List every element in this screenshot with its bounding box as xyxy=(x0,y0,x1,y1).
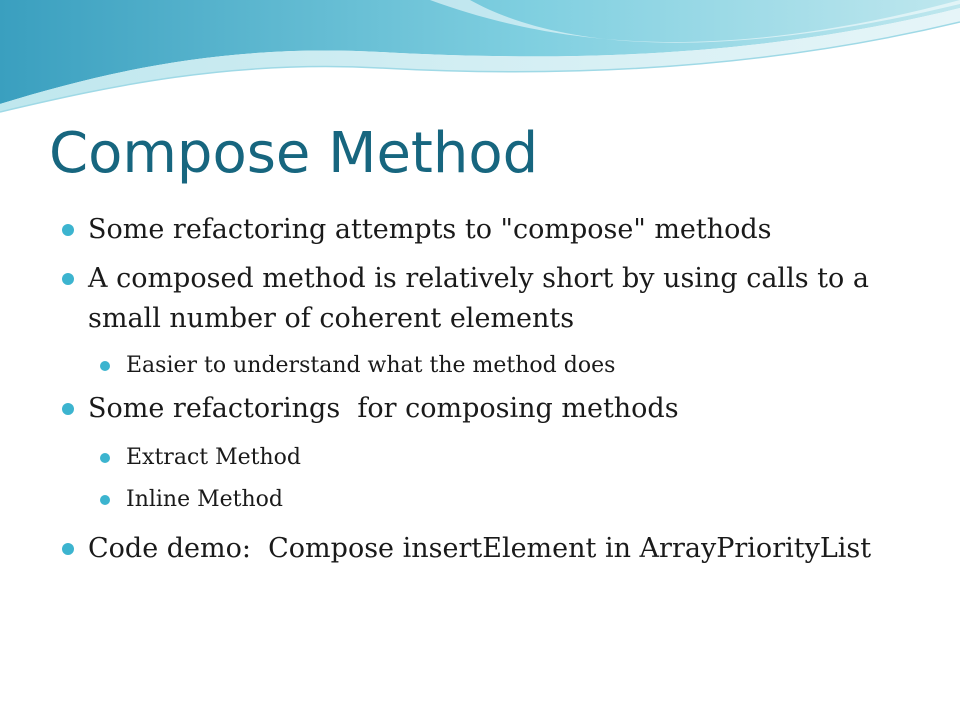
bullet-text: Some refactorings for composing methods xyxy=(88,393,679,424)
header-wave-decoration xyxy=(0,0,960,120)
sub-bullet-text: Extract Method xyxy=(126,445,301,470)
bullet-dot-icon xyxy=(100,453,110,463)
bullet-item xyxy=(62,529,912,569)
sub-bullet-item xyxy=(100,485,912,515)
bullet-text: A composed method is relatively short by using calls to a small number of coherent elements xyxy=(88,263,869,334)
sub-bullet-text: Easier to understand what the method does xyxy=(126,353,616,378)
slide-title: Compose Method xyxy=(49,121,539,186)
sub-bullet-item xyxy=(100,443,912,473)
bullet-dot-icon xyxy=(62,273,74,285)
sub-bullet-text: Inline Method xyxy=(126,487,283,512)
bullet-item xyxy=(62,259,912,339)
bullet-item xyxy=(62,210,912,250)
bullet-dot-icon xyxy=(100,495,110,505)
bullet-list xyxy=(62,210,912,572)
bullet-text: Some refactoring attempts to "compose" methods xyxy=(88,214,772,245)
bullet-dot-icon xyxy=(62,543,74,555)
bullet-dot-icon xyxy=(100,361,110,371)
sub-bullet-item xyxy=(100,351,912,381)
bullet-dot-icon xyxy=(62,403,74,415)
bullet-dot-icon xyxy=(62,224,74,236)
bullet-text: Code demo: Compose insertElement in ArrayPriorityList xyxy=(88,533,872,564)
bullet-item xyxy=(62,389,912,429)
